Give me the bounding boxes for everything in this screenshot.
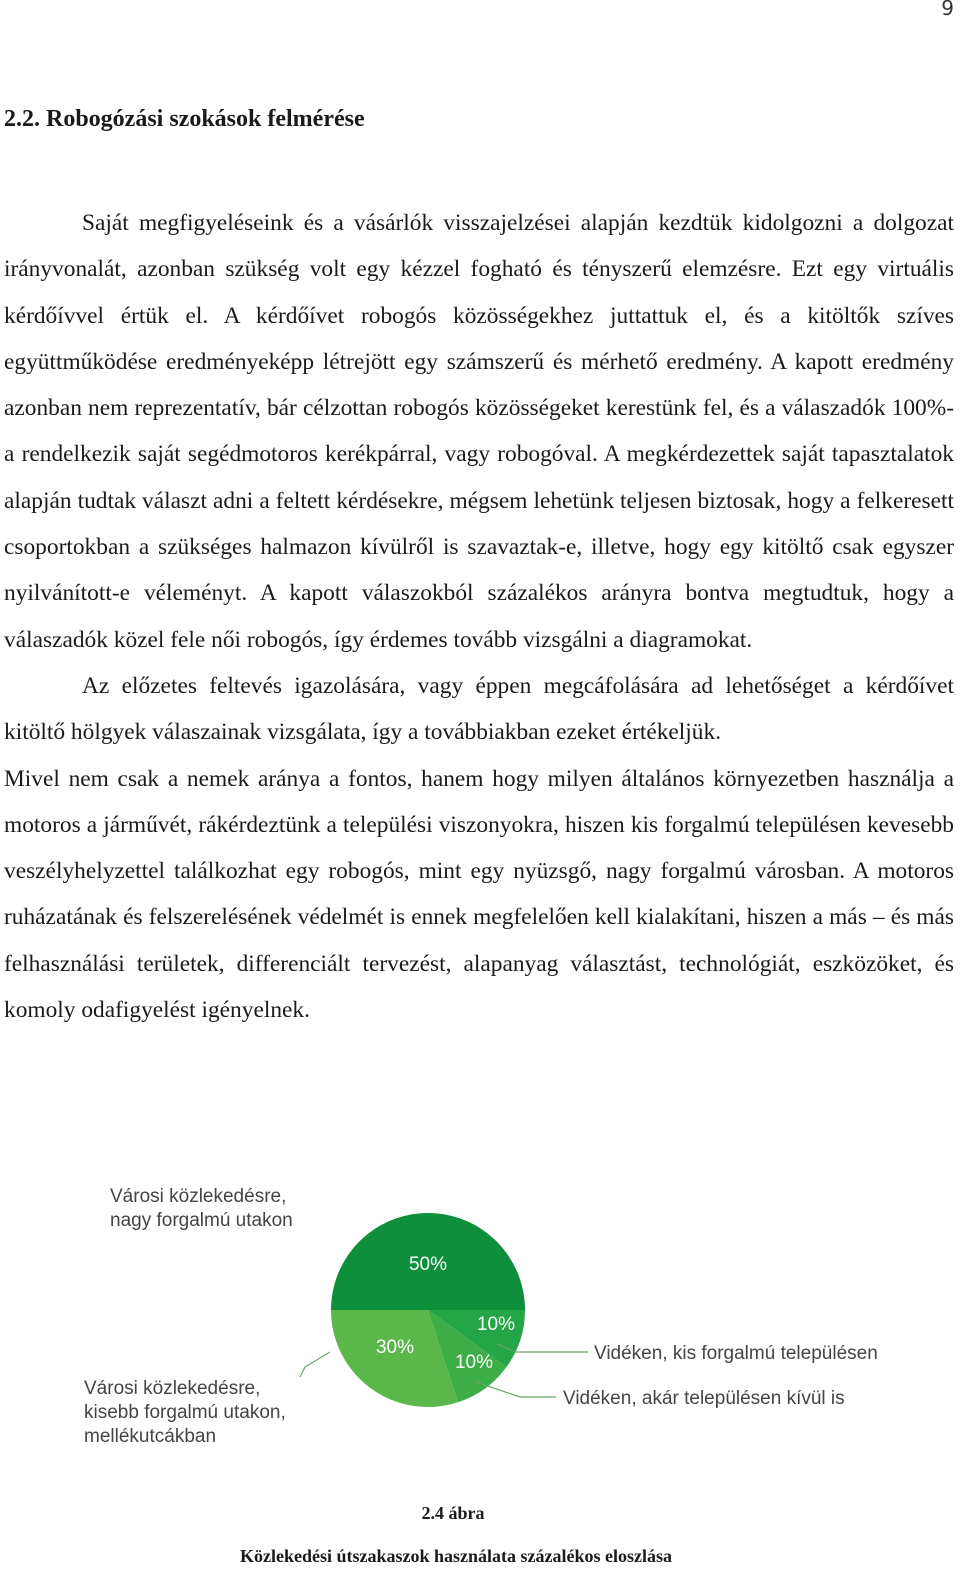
pie-chart — [0, 1172, 960, 1492]
pie-category-label: Vidéken, akár településen kívül is — [563, 1388, 845, 1409]
leader-line — [300, 1352, 330, 1377]
pie-value-label: 10% — [454, 1352, 494, 1373]
pie-category-label: Városi közlekedésre, nagy forgalmú utakon — [110, 1186, 293, 1231]
figure-caption: Közlekedési útszakaszok használata százalékos eloszlása — [240, 1546, 672, 1566]
body-text — [4, 200, 954, 1033]
page-number: 9 — [941, 0, 954, 20]
pie-category-label: Városi közlekedésre, kisebb forgalmú utakon, mellékutcákban — [84, 1378, 286, 1447]
paragraph-2: Az előzetes feltevés igazolására, vagy éppen megcáfolására ad lehetőséget a kérdőívet kitöltő hölgyek válaszainak vizsgálata, így a továbbiakban ezeket értékeljük. — [4, 672, 954, 746]
paragraph-1: Saját megfigyeléseink és a vásárlók visszajelzései alapján kezdtük kidolgozni a dolgozat irányvonalát, azonban szükség volt egy kézzel fogható és tényszerű elemzésre. Ezt egy virtuális kérdőívvel értük el. A kérdőívet robogós közösségekhez juttattuk el, és a kitöltők szíves együttműködése eredményeképp létrejött egy számszerű és mérhető eredmény. A kapott eredmény azonban nem reprezentatív, bár célzottan robogós közösségeket kerestünk fel, és a válaszadók 100%-a rendelkezik saját segédmotoros kerékpárral, vagy robogóval. A megkérdezettek saját tapasztalatok alapján tudtak választ adni a feltett kérdésekre, mégsem lehetünk teljesen biztosak, hogy a felkeresett csoportokban a szükséges halmazon kívülről is szavaztak-e, illetve, hogy egy kitöltő csak egyszer nyilvánított-e véleményt. A kapott válaszokból százalékos arányra bontva megtudtuk, hogy a válaszadók közel fele női robogós, így érdemes tovább vizsgálni a diagramokat. — [4, 210, 954, 653]
section-title: 2.2. Robogózási szokások felmérése — [4, 106, 365, 132]
figure-number: 2.4 ábra — [421, 1503, 485, 1523]
pie-category-label: Vidéken, kis forgalmú településen — [594, 1343, 878, 1364]
paragraph-3: Mivel nem csak a nemek aránya a fontos, hanem hogy milyen általános környezetben használja a motoros a járművét, rákérdeztünk a települési viszonyokra, hiszen kis forgalmú településen kevesebb veszélyhelyzettel találkozhat egy robogós, mint egy nyüzsgő, nagy forgalmú városban. A motoros ruházatának és felszerelésének védelmét is ennek megfelelően kell kialakítani, hiszen a más – és más felhasználási területek, differenciált tervezést, alapanyag választást, technológiát, eszközöket, és komoly odafigyelést igényelnek. — [4, 765, 954, 1024]
pie-value-label: 50% — [408, 1254, 448, 1275]
pie-value-label: 30% — [375, 1337, 415, 1358]
pie-value-label: 10% — [476, 1314, 516, 1335]
pie-slices — [331, 1213, 525, 1407]
